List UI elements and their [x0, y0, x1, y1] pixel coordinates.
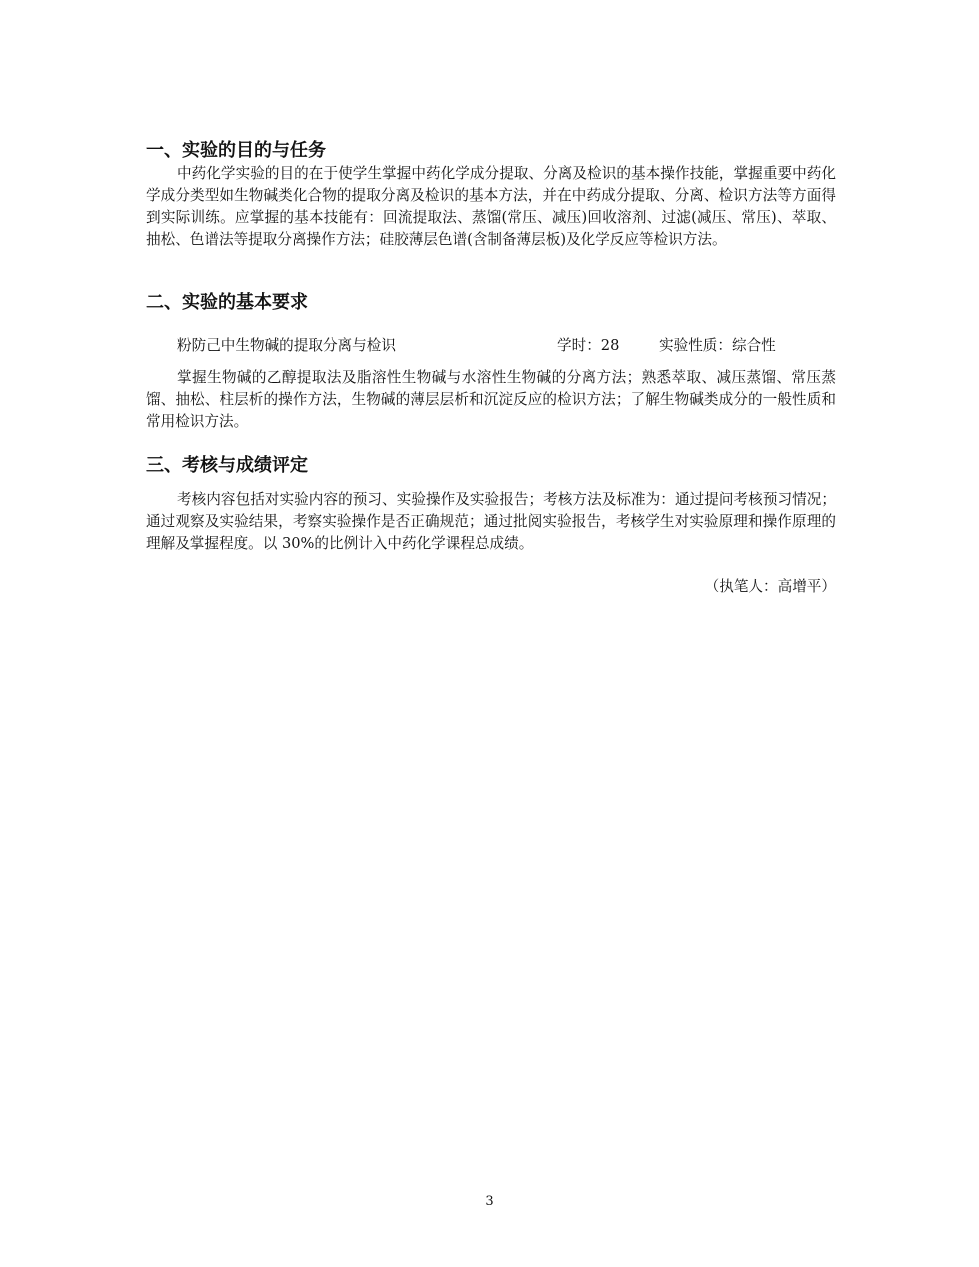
assessment-body	[146, 489, 836, 555]
requirements-paragraph: 掌握生物碱的乙醇提取法及脂溶性生物碱与水溶性生物碱的分离方法；熟悉萃取、减压蒸馏、常压蒸馏、抽松、柱层析的操作方法，生物碱的薄层层析和沉淀反应的检识方法；了解生物碱类成分的一般性质和常用检识方法。	[146, 369, 836, 430]
experiment-info-row	[146, 335, 836, 357]
section-heading-requirements: 二、实验的基本要求	[146, 292, 308, 313]
experiment-hours: 学时：28	[557, 337, 620, 354]
section-assessment	[146, 454, 836, 478]
requirements-body	[146, 367, 836, 433]
assessment-paragraph: 考核内容包括对实验内容的预习、实验操作及实验报告；考核方法及标准为：通过提问考核预习情况；通过观察及实验结果，考察实验操作是否正确规范；通过批阅实验报告，考核学生对实验原理和操作原理的理解及掌握程度。以 30%的比例计入中药化学课程总成绩。	[146, 491, 836, 552]
purpose-paragraph: 中药化学实验的目的在于使学生掌握中药化学成分提取、分离及检识的基本操作技能，掌握重要中药化学成分类型如生物碱类化合物的提取分离及检识的基本方法，并在中药成分提取、分离、检识方法等方面得到实际训练。应掌握的基本技能有：回流提取法、蒸馏(常压、减压)回收溶剂、过滤(减压、常压)、萃取、抽松、色谱法等提取分离操作方法；硅胶薄层色谱(含制备薄层板)及化学反应等检识方法。	[146, 165, 836, 248]
experiment-nature: 实验性质：综合性	[659, 337, 776, 354]
section-purpose	[146, 139, 836, 251]
section-requirements	[146, 291, 836, 315]
experiment-name: 粉防己中生物碱的提取分离与检识	[177, 337, 396, 354]
section-heading-purpose: 一、实验的目的与任务	[146, 140, 326, 161]
author-note: （执笔人：高增平）	[704, 578, 836, 595]
page-number: 3	[485, 1194, 494, 1209]
section-heading-assessment: 三、考核与成绩评定	[146, 455, 308, 476]
